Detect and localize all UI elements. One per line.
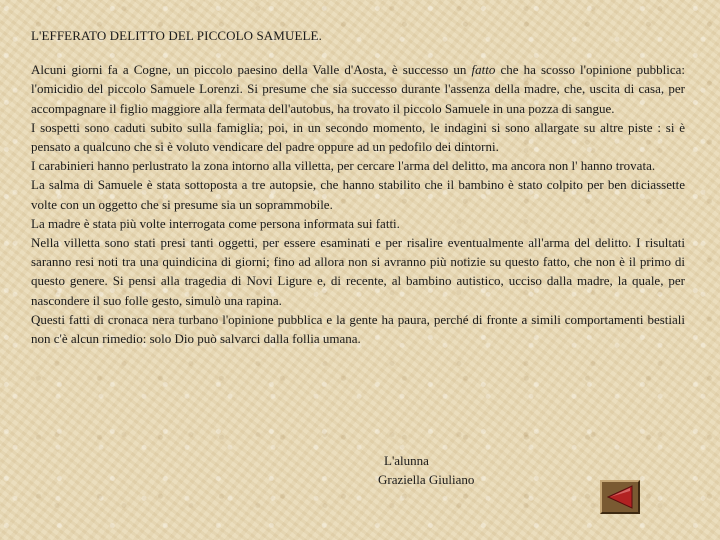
intro-paragraph: [31, 60, 685, 118]
document-body: [31, 26, 685, 348]
paragraph-suspects: I sospetti sono caduti subito sulla famiglia; poi, in un secondo momento, le indagini si sono allargate su altre piste : si è pensato a qualcuno che si è voluto vendicare del padre oppure ad un pedofilo dei dintorni.: [31, 119, 685, 155]
paragraph-carabinieri: I carabinieri hanno perlustrato la zona intorno alla villetta, per cercare l'arma del delitto, ma ancora non l' hanno trovata.: [31, 158, 656, 174]
paragraph-evidence: Nella villetta sono stati presi tanti oggetti, per essere esaminati e per risalire eventualmente all'arma del delitto. I risultati saranno resi noti tra una quindicina di giorni; fino ad allora non si avranno più notizie su questo fatto, che non è il primo di questo genere. Si pensi alla tragedia di Novi Ligure e, di recente, al bambino autistico, ucciso dalla madre, la quale, per nascondere il suo folle gesto, simulò una rapina.: [31, 235, 685, 308]
signature-name: Graziella Giuliano: [378, 472, 475, 487]
back-arrow-icon: [607, 485, 633, 509]
intro-text-after: che ha scosso l'opinione pubblica: l'omicidio del piccolo Samuele Lorenzi. Si presume che sia successo durante l'assenza della madre, che, uscita di casa, per accompagnare il figlio maggiore alla fermata dell'autobus, ha trovato il piccolo Samuele in una pozza di sangue.: [31, 62, 685, 116]
back-button[interactable]: [600, 480, 640, 514]
intro-emphasis: fatto: [471, 62, 496, 78]
page-title: L'EFFERATO DELITTO DEL PICCOLO SAMUELE.: [31, 28, 322, 43]
signature-block: [378, 451, 474, 489]
paragraph-mother: La madre è stata più volte interrogata come persona informata sui fatti.: [31, 215, 400, 231]
intro-text-before: Alcuni giorni fa a Cogne, un piccolo paesino della Valle d'Aosta, è successo un: [31, 62, 472, 78]
signature-role: L'alunna: [384, 453, 429, 468]
paragraph-conclusion: Questi fatti di cronaca nera turbano l'opinione pubblica e la gente ha paura, perché di fronte a simili comportamenti bestiali non c'è alcun rimedio: solo Dio può salvarci dalla follia umana.: [31, 311, 685, 347]
paragraph-autopsies: La salma di Samuele è stata sottoposta a tre autopsie, che hanno stabilito che il bambino è stato colpito per ben diciassette volte con un oggetto che si presume sia un soprammobile.: [31, 177, 685, 212]
